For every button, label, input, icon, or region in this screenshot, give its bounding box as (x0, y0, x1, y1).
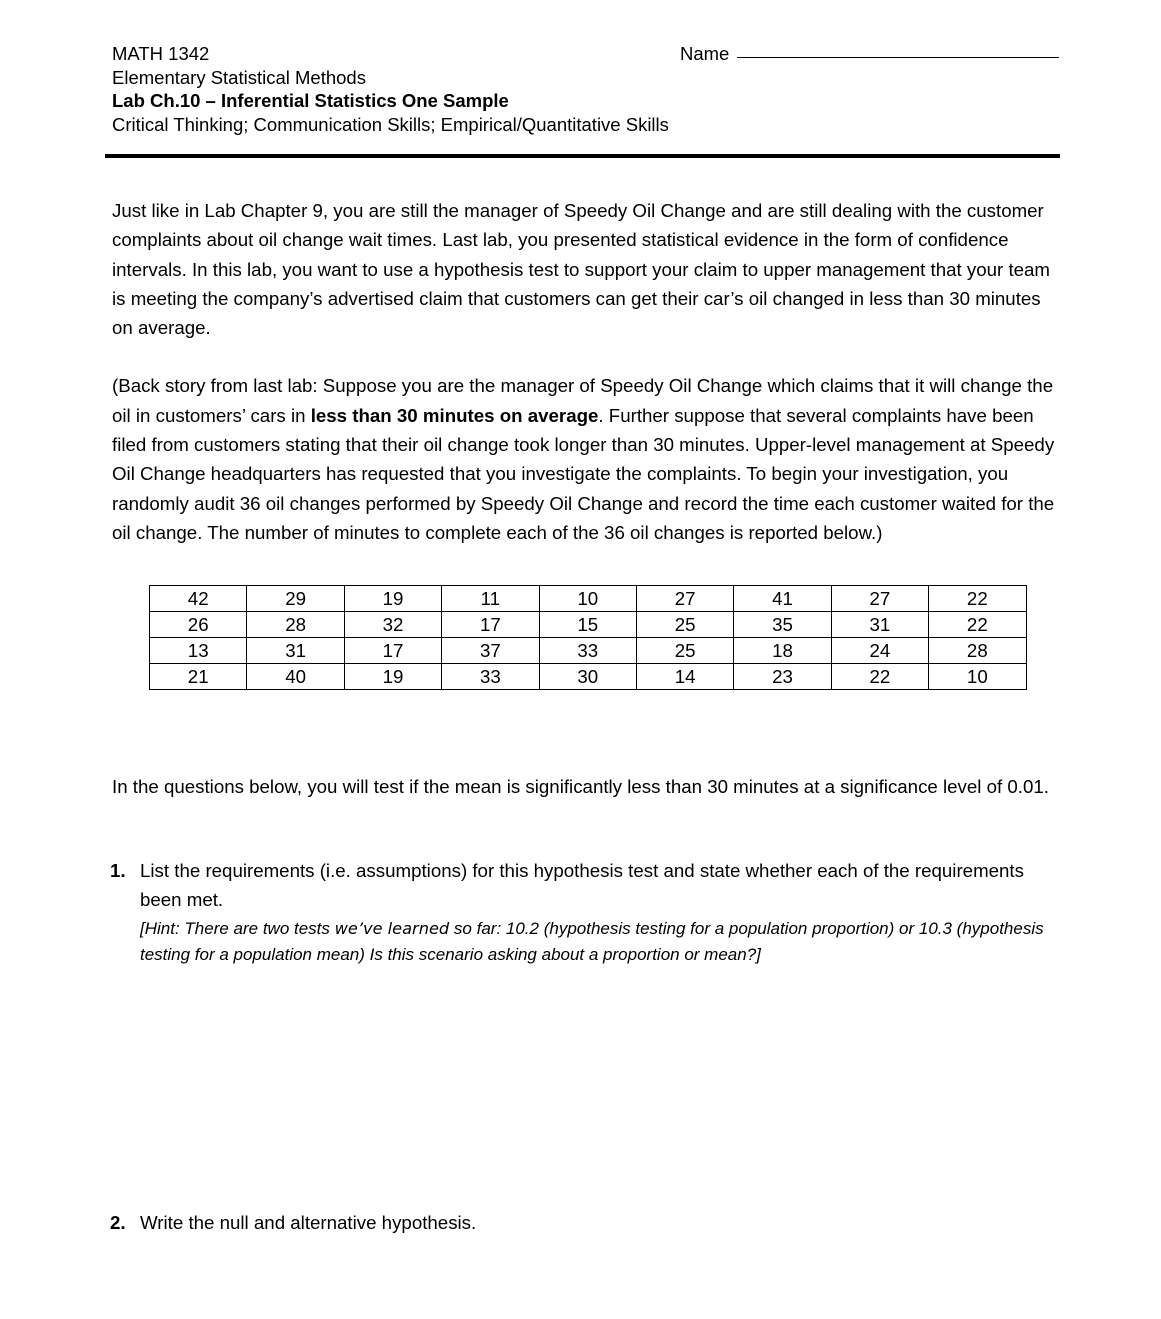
table-row (150, 586, 1027, 612)
intro-paragraph-2 (112, 371, 1057, 547)
table-cell: 35 (734, 612, 831, 638)
table-cell: 41 (734, 586, 831, 612)
intro-paragraph-2-text-a: (Back story from last lab: Suppose you are the manager of Speedy Oil Change which claims that it will change the oil in customers’ cars in (112, 375, 1054, 426)
question-item-2 (110, 1208, 1090, 1237)
hint-text-a: [Hint: There are two tests (140, 918, 335, 938)
table-row (150, 612, 1027, 638)
table-cell: 17 (344, 638, 441, 664)
table-cell: 31 (247, 638, 344, 664)
question-list (110, 856, 1060, 968)
question-number: 1. (110, 860, 126, 881)
question-hint (140, 916, 1060, 968)
table-cell: 19 (344, 664, 441, 690)
name-write-in-line[interactable] (737, 56, 1059, 58)
table-cell: 23 (734, 664, 831, 690)
skills-line: Critical Thinking; Communication Skills; Empirical/Quantitative Skills (112, 113, 669, 135)
oil-change-times-table (149, 585, 1027, 690)
table-cell: 22 (929, 586, 1026, 612)
intro-section (112, 196, 1057, 547)
table-cell: 26 (150, 612, 247, 638)
table-cell: 19 (344, 586, 441, 612)
table-cell: 21 (150, 664, 247, 690)
table-cell: 24 (831, 638, 928, 664)
table-cell: 32 (344, 612, 441, 638)
question-number: 2. (110, 1212, 126, 1233)
table-cell: 14 (636, 664, 733, 690)
question-text: List the requirements (i.e. assumptions) for this hypothesis test and state whether each of the requirements been met. (140, 860, 1024, 911)
table-cell: 10 (929, 664, 1026, 690)
table-cell: 11 (442, 586, 539, 612)
table-body (150, 586, 1027, 690)
table-cell: 28 (929, 638, 1026, 664)
table-cell: 10 (539, 586, 636, 612)
intro-paragraph-1: Just like in Lab Chapter 9, you are still the manager of Speedy Oil Change and are still dealing with the customer complaints about oil change wait times. Last lab, you presented statistical evidence in the form of confidence intervals. In this lab, you want to use a hypothesis test to support your claim to upper management that your team is meeting the company’s advertised claim that customers can get their car’s oil changed in less than 30 minutes on average. (112, 200, 1050, 339)
lab-title: Lab Ch.10 – Inferential Statistics One Sample (112, 90, 509, 111)
intro-paragraph-3: In the questions below, you will test if the mean is significantly less than 30 minutes at a significance level of 0.01. (112, 776, 1049, 797)
hint-emphasis: we’ve learned (334, 918, 450, 938)
table-cell: 25 (636, 638, 733, 664)
question-text: Write the null and alternative hypothesis. (140, 1212, 477, 1233)
name-field[interactable] (680, 42, 1059, 66)
name-label: Name (680, 43, 730, 64)
intro-paragraph-2-emphasis: less than 30 minutes on average (310, 404, 599, 426)
table-row (150, 638, 1027, 664)
table-cell: 28 (247, 612, 344, 638)
table-row (150, 664, 1027, 690)
table-cell: 25 (636, 612, 733, 638)
paragraph-spacer (112, 342, 1057, 371)
table-cell: 18 (734, 638, 831, 664)
course-code: MATH 1342 (112, 43, 210, 64)
table-cell: 29 (247, 586, 344, 612)
header-divider-rule (105, 154, 1060, 158)
table-cell: 17 (442, 612, 539, 638)
table-cell: 33 (442, 664, 539, 690)
oil-change-times-table-wrapper (149, 585, 1027, 690)
table-cell: 22 (929, 612, 1026, 638)
table-cell: 30 (539, 664, 636, 690)
table-cell: 27 (636, 586, 733, 612)
intro-paragraph-2-text-b: . Further suppose that several complaints have been filed from customers stating that their oil change took longer than 30 minutes. Upper-level management at Speedy Oil Change headquarters has requested that you investigate the complaints. To begin your investigation, you randomly audit 36 oil changes performed by Speedy Oil Change and record the time each customer waited for the oil change. The number of minutes to complete each of the 36 oil changes is reported below.) (112, 404, 1055, 543)
table-cell: 33 (539, 638, 636, 664)
course-title: Elementary Statistical Methods (112, 66, 366, 88)
table-cell: 31 (831, 612, 928, 638)
table-cell: 13 (150, 638, 247, 664)
table-cell: 37 (442, 638, 539, 664)
table-cell: 15 (539, 612, 636, 638)
table-cell: 40 (247, 664, 344, 690)
table-cell: 22 (831, 664, 928, 690)
significance-instruction-section (112, 772, 1057, 801)
document-header (112, 42, 1060, 136)
table-cell: 42 (150, 586, 247, 612)
table-cell: 27 (831, 586, 928, 612)
question-item-1 (110, 856, 1060, 968)
hint-text-b: so far: 10.2 (hypothesis testing for a population proportion) or 10.3 (hypothesis testing for a population mean) Is this scenario asking about a proportion or mean?] (140, 918, 1044, 964)
